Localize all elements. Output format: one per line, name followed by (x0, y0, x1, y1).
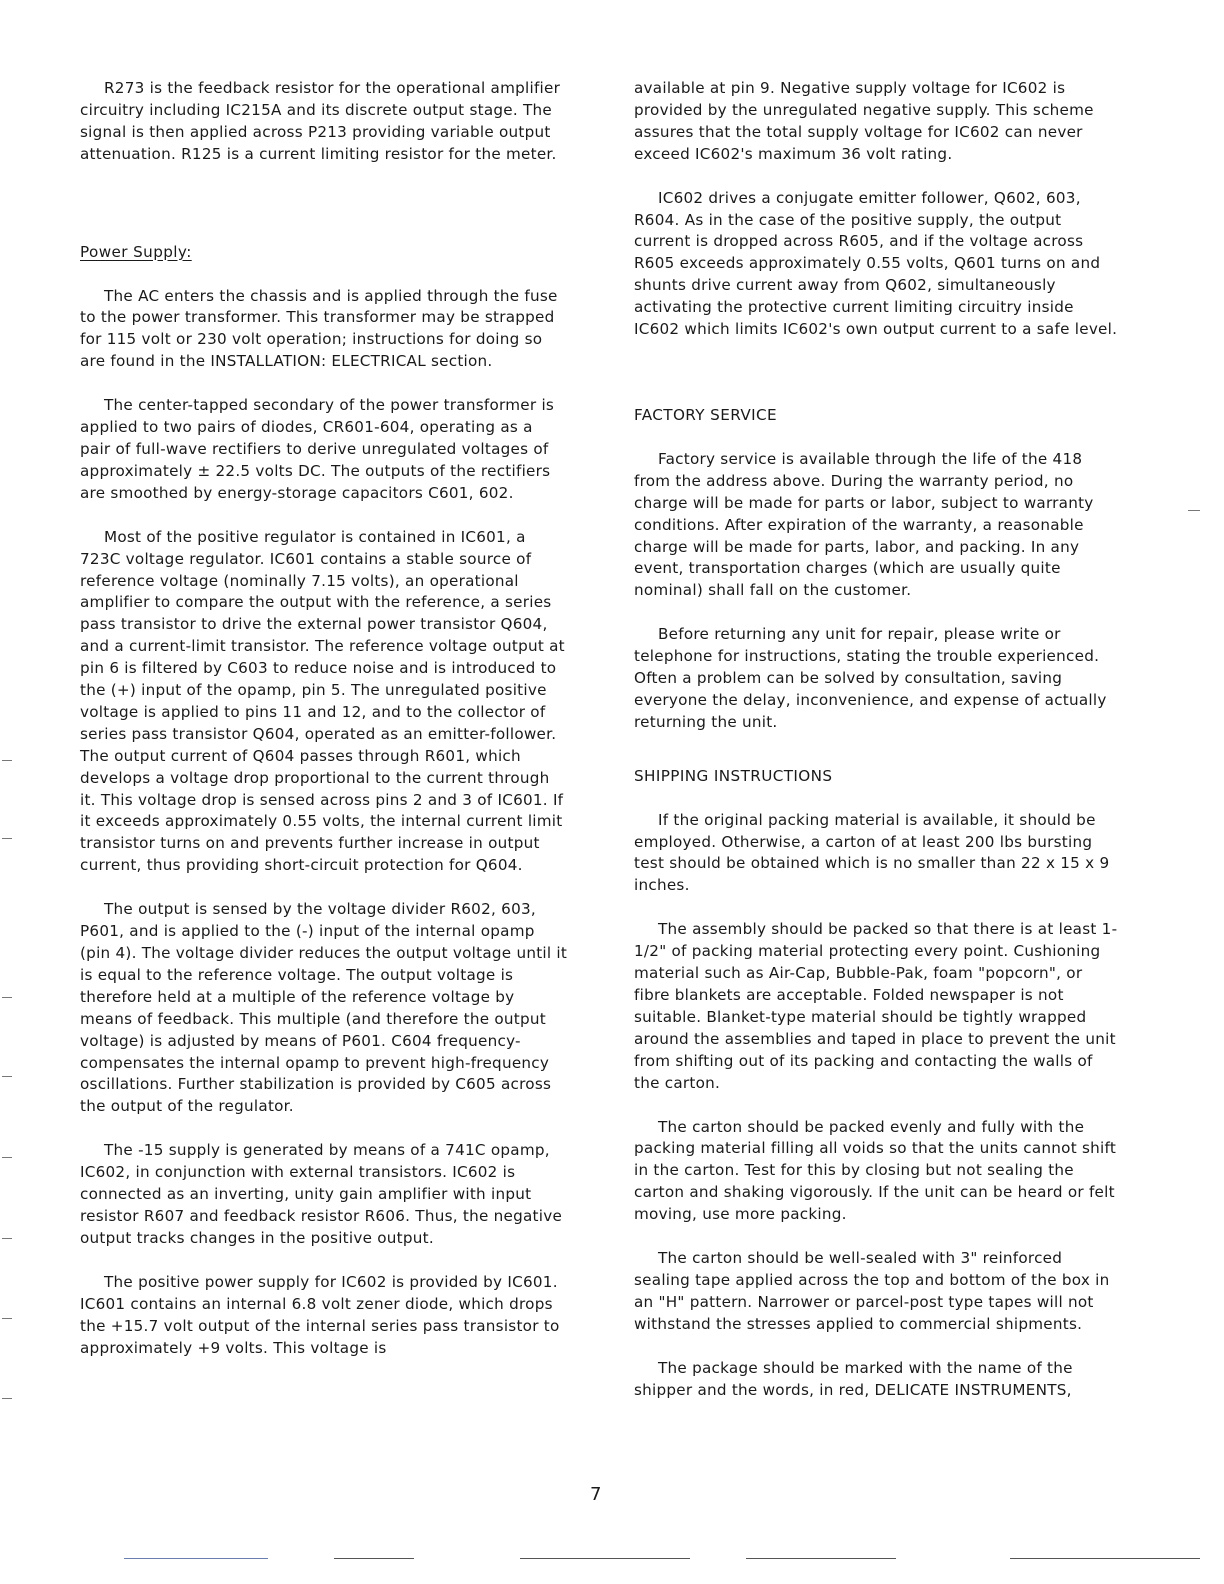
negative-supply-paragraph: The -15 supply is generated by means of a 741C opamp, IC602, in conjunction with external transistors. IC602 is connected as an inverting, unity gain amplifier with input resistor R607 and feedback resistor R606. Thus, the negative output tracks changes in the positive output. (80, 1141, 563, 1247)
right-column (634, 78, 1122, 1402)
footer-rule (334, 1558, 414, 1559)
conjugate-follower-paragraph: IC602 drives a conjugate emitter follower, Q602, 603, R604. As in the case of the positive supply, the output current is dropped across R605, and if the voltage across R605 exceeds approximately 0.55 volts, Q601 turns on and shunts drive current away from Q602, simultaneously activating the protective current limiting circuitry inside IC602 which limits IC602's own output current to a safe level. (634, 188, 1118, 339)
footer-rule (520, 1558, 690, 1559)
operational-amplifier-paragraph: R273 is the feedback resistor for the operational amplifier circuitry including IC215A and its discrete output stage. The signal is then applied across P213 providing variable output attenuation. R125 is a current limiting resistor for the meter. (80, 79, 561, 163)
voltage-divider-paragraph: The output is sensed by the voltage divider R602, 603, P601, and is applied to the (-) input of the internal opamp (pin 4). The voltage divider reduces the output voltage until it is equal to the reference voltage. The output voltage is therefore held at a multiple of the reference voltage by means of feedback. This multiple (and therefore the output voltage) is adjusted by means of P601. C604 frequency-compensates the internal opamp to prevent high-frequency oscillations. Further stabilization is provided by C605 across the output of the regulator. (80, 900, 568, 1116)
before-returning-paragraph: Before returning any unit for repair, please write or telephone for instructions, stating the trouble experienced. Often a problem can be solved by consultation, saving everyone the delay, inconvenience, and expense of actually returning the unit. (634, 625, 1107, 731)
power-supply-heading: Power Supply: (80, 242, 192, 261)
margin-mark (2, 1398, 12, 1399)
margin-mark (2, 838, 12, 839)
footer-rule (124, 1558, 268, 1559)
positive-regulator-paragraph: Most of the positive regulator is contained in IC601, a 723C voltage regulator. IC601 contains a stable source of reference voltage (nominally 7.15 volts), an operational amplifier to compare the output with the reference, a series pass transistor to drive the external power transistor Q604, and a current-limit transistor. The reference voltage output at pin 6 is filtered by C603 to reduce noise and is introduced to the (+) input of the opamp, pin 5. The unregulated positive voltage is applied to pins 11 and 12, and to the collector of series pass transistor Q604, operated as an emitter-follower. The output current of Q604 passes through R601, which develops a voltage drop proportional to the current through it. This voltage drop is sensed across pins 2 and 3 of IC601. If it exceeds approximately 0.55 volts, the internal current limit transistor turns on and prevents further increase in output current, thus providing short-circuit protection for Q604. (80, 527, 565, 875)
package-marking-paragraph: The package should be marked with the name of the shipper and the words, in red, DELICATE INSTRUMENTS, (634, 1358, 1073, 1399)
factory-service-paragraph: Factory service is available through the life of the 418 from the address above. During the warranty period, no charge will be made for parts or labor, subject to warranty conditions. After expiration of the warranty, a reasonable charge will be made for parts, labor, and packing. In any event, transportation charges (which are usually quite nominal) shall fall on the customer. (634, 449, 1094, 600)
factory-service-heading: FACTORY SERVICE (634, 405, 778, 424)
margin-mark (2, 997, 12, 998)
page-number: 7 (590, 1484, 602, 1505)
ic602-power-paragraph: The positive power supply for IC602 is provided by IC601. IC601 contains an internal 6.8 volt zener diode, which drops the +15.7 volt output of the internal series pass transistor to approximately +9 volts. This voltage is (80, 1272, 560, 1357)
margin-mark (2, 1318, 12, 1319)
margin-mark (2, 760, 12, 761)
footer-rule (746, 1558, 896, 1559)
carton-packing-paragraph: The carton should be packed evenly and fully with the packing material filling all voids so that the units cannot shift in the carton. Test for this by closing but not sealing the carton and shaking vigorously. If the unit can be heard or felt moving, use more packing. (634, 1117, 1117, 1224)
margin-mark (2, 1157, 12, 1158)
shipping-instructions-heading: SHIPPING INSTRUCTIONS (634, 766, 833, 785)
left-column (80, 78, 568, 1359)
ac-input-paragraph: The AC enters the chassis and is applied through the fuse to the power transformer. This transformer may be strapped for 115 volt or 230 volt operation; instructions for doing so are found in the INSTALLATION: ELECTRICAL section. (80, 286, 558, 371)
margin-mark (1188, 510, 1200, 511)
assembly-packing-paragraph: The assembly should be packed so that there is at least 1-1/2" of packing material protecting every point. Cushioning material such as Air-Cap, Bubble-Pak, foam "popcorn", or fibre blankets are acceptable. Folded newspaper is not suitable. Blanket-type material should be tightly wrapped around the assemblies and taped in place to prevent the unit from shifting out of its packing and contacting the walls of the carton. (634, 920, 1118, 1092)
margin-mark (2, 1238, 12, 1239)
carton-sealing-paragraph: The carton should be well-sealed with 3" reinforced sealing tape applied across the top and bottom of the box in an "H" pattern. Narrower or parcel-post type tapes will not withstand the stresses applied to commercial shipments. (634, 1249, 1110, 1333)
margin-mark (2, 1076, 12, 1077)
packing-material-paragraph: If the original packing material is available, it should be employed. Otherwise, a carton of at least 200 lbs bursting test should be obtained which is no smaller than 22 x 15 x 9 inches. (634, 810, 1110, 895)
footer-rule (1010, 1558, 1200, 1559)
rectifier-paragraph: The center-tapped secondary of the power transformer is applied to two pairs of diodes, CR601-604, operating as a pair of full-wave rectifiers to derive unregulated voltages of approximately ± 22.5 volts DC. The outputs of the rectifiers are smoothed by energy-storage capacitors C601, 602. (80, 396, 555, 502)
continuation-paragraph: available at pin 9. Negative supply voltage for IC602 is provided by the unregulated negative supply. This scheme assures that the total supply voltage for IC602 can never exceed IC602's maximum 36 volt rating. (634, 79, 1094, 163)
